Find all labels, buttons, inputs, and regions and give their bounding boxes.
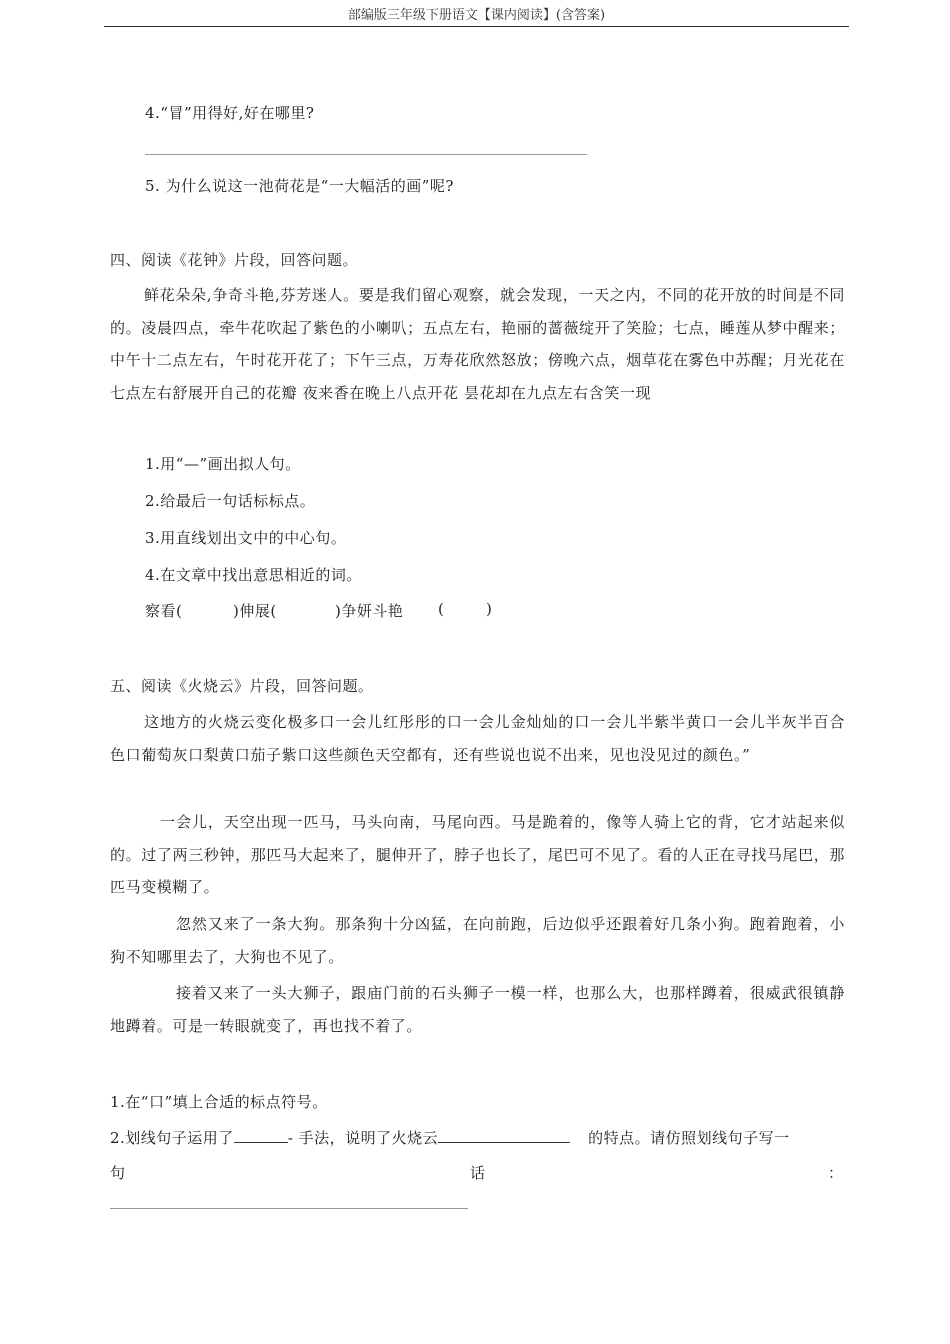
huazhong-passage: 鲜花朵朵,争奇斗艳,芬芳迷人。要是我们留心观察，就会发现，一天之内，不同的花开放的时间是不同的。凌晨四点，牵牛花吹起了紫色的小喇叭；五点左右，艳丽的蔷薇绽开了笑脸；七点，睡莲从梦中醒来；中午十二点左右，午时花开花了；下午三点，万寿花欣然怒放；傍晚六点，烟草花在雾色中苏醒；月光花在七点左右舒展开自己的花瓣 夜来香在晚上八点开花 昙花却在九点左右含笑一现 bbox=[110, 286, 845, 402]
question-5-text: 5. 为什么说这一池荷花是“一大幅活的画”呢? bbox=[145, 177, 454, 195]
section-4-question-4: 4.在文章中找出意思相近的词。 bbox=[145, 566, 362, 584]
feature-blank[interactable] bbox=[438, 1128, 570, 1143]
section-5-heading: 五、阅读《火烧云》片段，回答问题。 bbox=[110, 677, 374, 695]
question-2-part-c: 的特点。请仿照划线句子写一 bbox=[588, 1129, 790, 1147]
question-2-continued-hua: 话 bbox=[470, 1164, 486, 1182]
huoshaoyun-paragraph-3: 忽然又来了一条大狗。那条狗十分凶猛，在向前跑，后边似乎还跟着好几条小狗。跑着跑着，小狗不知哪里去了，大狗也不见了。 bbox=[110, 915, 845, 966]
technique-blank[interactable] bbox=[234, 1128, 288, 1143]
page-header: 部编版三年级下册语文【课内阅读】(含答案) bbox=[104, 4, 849, 27]
huoshaoyun-paragraph-2: 一会儿，天空出现一匹马，马头向南，马尾向西。马是跪着的，像等人骑上它的背，它才站起来似的。过了两三秒钟，那匹马大起来了，腿伸开了，脖子也长了，尾巴可不见了。看的人正在寻找马尾巴，那匹马变模糊了。 bbox=[110, 813, 845, 896]
answer-line[interactable] bbox=[110, 1208, 468, 1209]
section-5-question-1: 1.在“口”填上合适的标点符号。 bbox=[110, 1093, 328, 1111]
synonym-item-1: 察看( bbox=[145, 602, 183, 620]
huoshaoyun-paragraph-4: 接着又来了一头大狮子，跟庙门前的石头狮子一模一样，也那么大，也那样蹲着，很威武很镇静地蹲着。可是一转眼就变了，再也找不着了。 bbox=[110, 984, 845, 1035]
question-2-part-a: 2.划线句子运用了 bbox=[110, 1129, 234, 1147]
synonym-blank-close: ) bbox=[486, 600, 493, 618]
synonym-blank-open: ( bbox=[438, 600, 445, 618]
question-2-continued-ju: 句 bbox=[110, 1164, 126, 1182]
synonym-item-3: )争妍斗艳 bbox=[335, 602, 404, 620]
answer-line[interactable] bbox=[145, 154, 587, 155]
section-4-question-2: 2.给最后一句话标标点。 bbox=[145, 492, 316, 510]
huoshaoyun-paragraph-1: 这地方的火烧云变化极多口一会儿红彤彤的口一会儿金灿灿的口一会儿半紫半黄口一会儿半灰半百合色口葡萄灰口梨黄口茄子紫口这些颜色天空都有，还有些说也说不出来，见也没见过的颜色。” bbox=[110, 713, 845, 764]
question-4-text: 4.“冒”用得好,好在哪里? bbox=[145, 104, 315, 122]
question-2-continued-colon: ： bbox=[828, 1164, 844, 1182]
section-4-question-3: 3.用直线划出文中的中心句。 bbox=[145, 529, 347, 547]
question-2-part-b: - 手法，说明了火烧云 bbox=[287, 1129, 439, 1147]
section-5-question-2 bbox=[110, 1127, 790, 1148]
synonym-item-2: )伸展( bbox=[233, 602, 277, 620]
section-4-question-1: 1.用“—”画出拟人句。 bbox=[145, 455, 301, 473]
section-4-heading: 四、阅读《花钟》片段，回答问题。 bbox=[110, 251, 359, 269]
